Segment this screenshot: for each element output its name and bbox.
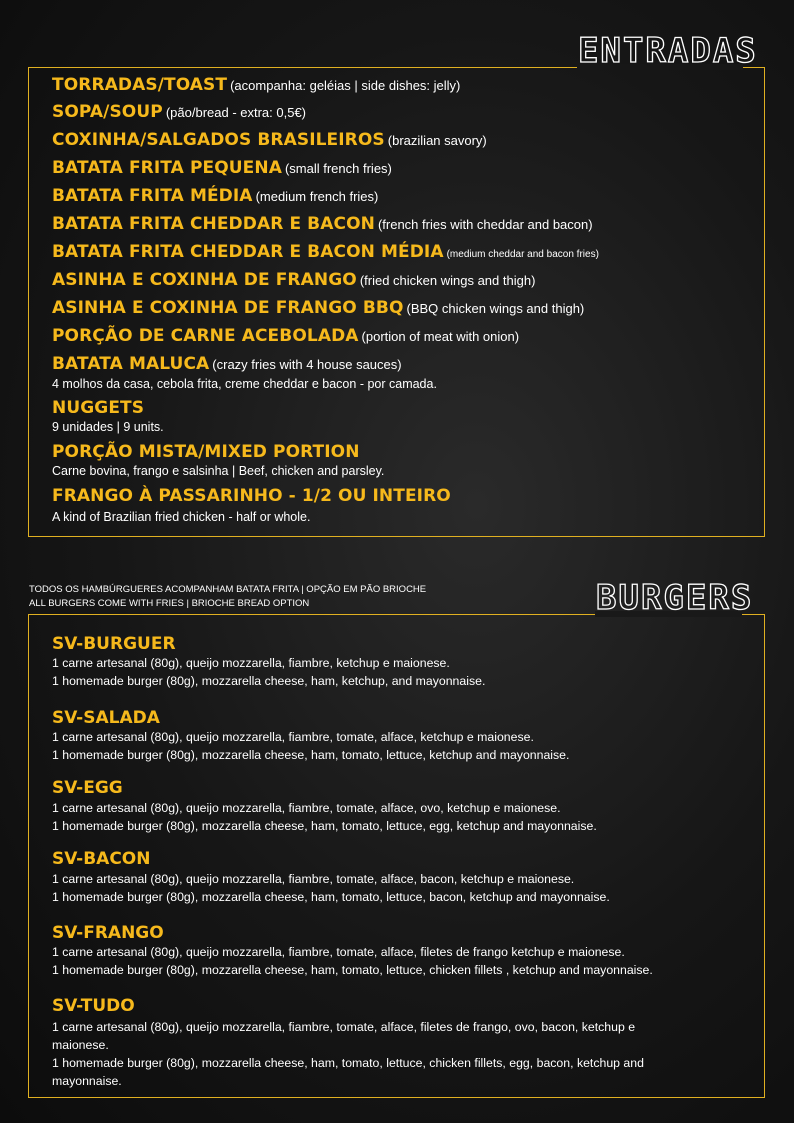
item-name: COXINHA/SALGADOS BRASILEIROS (52, 130, 385, 150)
burgers-note-en: ALL BURGERS COME WITH FRIES | BRIOCHE BREAD OPTION (29, 598, 310, 609)
item-name: ASINHA E COXINHA DE FRANGO BBQ (52, 298, 404, 318)
item-name: BATATA FRITA PEQUENA (52, 158, 282, 178)
menu-item-asinha (52, 270, 535, 290)
item-description: A kind of Brazilian fried chicken - half or whole. (52, 510, 311, 524)
item-name: BATATA FRITA CHEDDAR E BACON (52, 214, 375, 234)
menu-item-frango-passarinho (52, 486, 451, 506)
burger-name-sv-salada: SV-SALADA (52, 708, 160, 728)
burger-desc-en: 1 homemade burger (80g), mozzarella cheese, ham, tomato, lettuce, egg, ketchup and mayonnaise. (52, 819, 597, 833)
burger-name-sv-frango: SV-FRANGO (52, 923, 164, 943)
menu-item-batata-pequena (52, 158, 392, 178)
item-note: (medium french fries) (255, 189, 379, 204)
item-note: (medium cheddar and bacon fries) (446, 249, 599, 260)
menu-item-carne-acebolada (52, 326, 519, 346)
menu-item-batata-maluca (52, 354, 402, 374)
burger-desc-pt: 1 carne artesanal (80g), queijo mozzarella, fiambre, ketchup e maionese. (52, 656, 450, 670)
item-note: (portion of meat with onion) (361, 329, 520, 344)
entradas-title: ENTRADAS (578, 31, 758, 71)
burger-desc-pt-cont: maionese. (52, 1038, 109, 1052)
menu-item-nuggets (52, 398, 144, 418)
burgers-note-pt: TODOS OS HAMBÚRGUERES ACOMPANHAM BATATA FRITA | OPÇÃO EM PÃO BRIOCHE (29, 584, 427, 595)
item-note: (fried chicken wings and thigh) (359, 273, 536, 288)
item-name: BATATA FRITA MÉDIA (52, 186, 253, 206)
item-name: PORÇÃO DE CARNE ACEBOLADA (52, 326, 359, 346)
item-note: (crazy fries with 4 house sauces) (212, 357, 402, 372)
burger-name-sv-tudo: SV-TUDO (52, 996, 135, 1016)
item-description: 4 molhos da casa, cebola frita, creme cheddar e bacon - por camada. (52, 377, 437, 391)
item-note: (small french fries) (284, 161, 392, 176)
burger-desc-en: 1 homemade burger (80g), mozzarella cheese, ham, tomato, lettuce, chicken fillets , ketchup and mayonnaise. (52, 963, 653, 977)
item-name: ASINHA E COXINHA DE FRANGO (52, 270, 357, 290)
item-name: NUGGETS (52, 398, 145, 418)
burger-name-sv-bacon: SV-BACON (52, 849, 151, 869)
item-note: (french fries with cheddar and bacon) (377, 217, 593, 232)
item-note: (pão/bread - extra: 0,5€) (165, 105, 307, 120)
item-name: FRANGO À PASSARINHO - 1/2 OU INTEIRO (52, 486, 451, 506)
burger-desc-en-cont: mayonnaise. (52, 1074, 122, 1088)
burger-desc-en: 1 homemade burger (80g), mozzarella cheese, ham, tomato, lettuce, ketchup and mayonnaise. (52, 748, 570, 762)
burger-desc-en: 1 homemade burger (80g), mozzarella cheese, ham, tomato, lettuce, chicken fillets, egg, bacon, ketchup and (52, 1056, 644, 1070)
item-name: PORÇÃO MISTA/MIXED PORTION (52, 442, 360, 462)
burger-name-sv-egg: SV-EGG (52, 778, 123, 798)
burger-desc-en: 1 homemade burger (80g), mozzarella cheese, ham, tomato, lettuce, bacon, ketchup and mayonnaise. (52, 890, 610, 904)
item-name: SOPA/SOUP (52, 102, 163, 122)
menu-item-batata-cheddar (52, 214, 593, 234)
menu-item-porcao-mista (52, 442, 360, 462)
menu-item-torradas (52, 75, 460, 95)
item-name: TORRADAS/TOAST (52, 75, 228, 95)
item-description: 9 unidades | 9 units. (52, 420, 164, 434)
burger-name-sv-burguer: SV-BURGUER (52, 634, 176, 654)
menu-item-batata-media (52, 186, 378, 206)
item-note: (brazilian savory) (387, 133, 487, 148)
burger-desc-pt: 1 carne artesanal (80g), queijo mozzarella, fiambre, tomate, alface, bacon, ketchup e maionese. (52, 872, 575, 886)
burger-desc-pt: 1 carne artesanal (80g), queijo mozzarella, fiambre, tomate, alface, ketchup e maionese. (52, 730, 534, 744)
burger-desc-en: 1 homemade burger (80g), mozzarella cheese, ham, ketchup, and mayonnaise. (52, 674, 486, 688)
item-note: (acompanha: geléias | side dishes: jelly) (230, 78, 461, 93)
burger-desc-pt: 1 carne artesanal (80g), queijo mozzarella, fiambre, tomate, alface, filetes de frango, ovo, bacon, ketchup e (52, 1020, 636, 1034)
burgers-title: BURGERS (596, 578, 754, 618)
burger-desc-pt: 1 carne artesanal (80g), queijo mozzarella, fiambre, tomate, alface, filetes de frango ketchup e maionese. (52, 945, 625, 959)
item-name: BATATA MALUCA (52, 354, 210, 374)
item-name: BATATA FRITA CHEDDAR E BACON MÉDIA (52, 242, 444, 262)
item-note: (BBQ chicken wings and thigh) (406, 301, 585, 316)
burger-desc-pt: 1 carne artesanal (80g), queijo mozzarella, fiambre, tomate, alface, ovo, ketchup e maionese. (52, 801, 561, 815)
menu-item-coxinha (52, 130, 487, 150)
menu-item-sopa (52, 102, 306, 122)
menu-item-batata-cheddar-media (52, 242, 599, 262)
item-description: Carne bovina, frango e salsinha | Beef, chicken and parsley. (52, 464, 385, 478)
menu-item-asinha-bbq (52, 298, 584, 318)
